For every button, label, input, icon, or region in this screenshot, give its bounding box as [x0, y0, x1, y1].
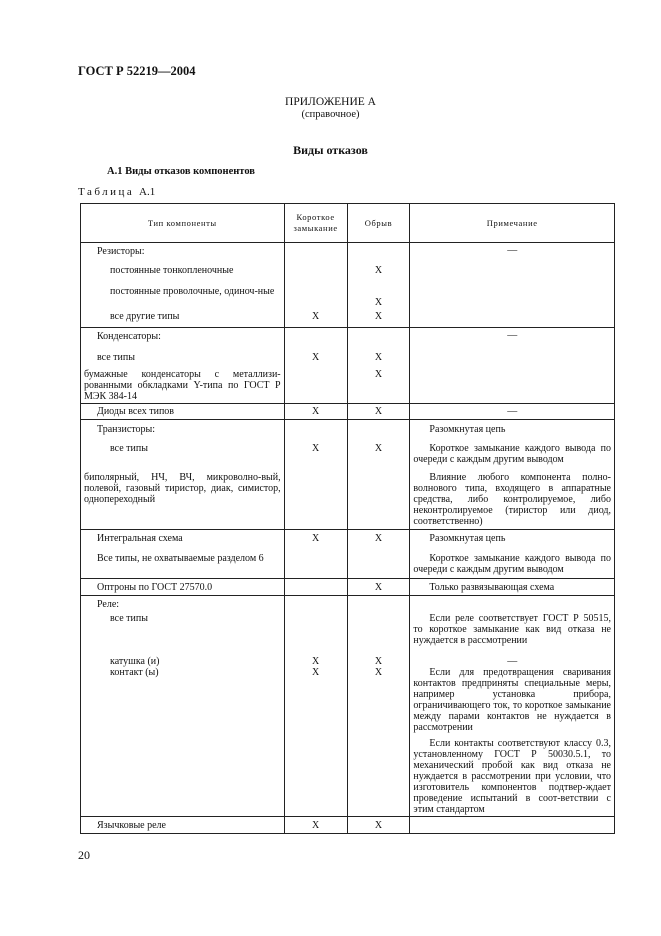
cell-type: все типы — [81, 346, 285, 365]
cell-note: Короткое замыкание каждого вывода по очереди с каждым другим выводом — [410, 437, 615, 465]
cell-open: X — [347, 667, 410, 738]
cell-type: Резисторы: — [81, 243, 285, 262]
cell-type: Все типы, не охватываемые разделом 6 — [81, 547, 285, 579]
cell-note: Если для предотвращения сваривания контактов предприняты специальные меры, например установка прибора, ограничивающего ток, то короткое замыкание между парами контактов не нуждается в рассмотрении — [410, 667, 615, 738]
cell-note: Если контакты соответствуют классу 0.3, установленному ГОСТ Р 50030.5.1, то механический пробой как вид отказа не нуждается в рассмотрении при условии, что изготовитель компонентов подтвер-ждает проведение испытаний в соот-ветствии с этим стандартом — [410, 738, 615, 817]
cell-note: — — [410, 654, 615, 667]
cell-type: Конденсаторы: — [81, 328, 285, 347]
cell-type: биполярный, НЧ, ВЧ, микроволно-вый, полевой, газовый тиристор, диак, симистор, однопереходный — [81, 465, 285, 530]
cell-note: — — [410, 404, 615, 420]
cell-open: X — [347, 579, 410, 596]
cell-short — [284, 612, 347, 654]
table-row — [81, 420, 615, 438]
cell-note — [410, 596, 615, 613]
cell-open — [347, 738, 410, 817]
cell-type: контакт (ы) — [81, 667, 285, 738]
cell-note: — — [410, 243, 615, 262]
table-row — [81, 547, 615, 579]
cell-type: все типы — [81, 437, 285, 465]
cell-type: бумажные конденсаторы с металлизи-рованными обкладками Y-типа по ГОСТ Р МЭК 384-14 — [81, 365, 285, 404]
cell-type: Интегральная схема — [81, 530, 285, 548]
table-row — [81, 465, 615, 530]
page-number: 20 — [78, 848, 90, 862]
table-caption — [78, 186, 155, 198]
table-row — [81, 261, 615, 281]
cell-short — [284, 596, 347, 613]
table-caption-word: Таблица — [78, 186, 135, 198]
cell-short — [284, 420, 347, 438]
cell-note: Если реле соответствует ГОСТ Р 50515, то короткое замыкание как вид отказа не нуждается в рассмотрении — [410, 612, 615, 654]
cell-short — [284, 738, 347, 817]
table-caption-number: А.1 — [139, 186, 156, 198]
cell-note — [410, 309, 615, 328]
table-row — [81, 612, 615, 654]
table-header-row — [81, 204, 615, 243]
cell-short — [284, 365, 347, 404]
cell-short — [284, 261, 347, 281]
cell-note — [410, 365, 615, 404]
cell-short — [284, 243, 347, 262]
cell-short — [284, 547, 347, 579]
subsection-title: А.1 Виды отказов компонентов — [107, 166, 255, 177]
table-row — [81, 243, 615, 262]
cell-short: X — [284, 667, 347, 738]
table-row — [81, 530, 615, 548]
cell-note: — — [410, 328, 615, 347]
cell-open: X — [347, 346, 410, 365]
table-row — [81, 328, 615, 347]
cell-open: X — [347, 365, 410, 404]
cell-open — [347, 420, 410, 438]
cell-note — [410, 261, 615, 281]
table-row — [81, 365, 615, 404]
failure-modes-table — [80, 203, 615, 834]
annex-type: (справочное) — [301, 109, 360, 120]
cell-type: постоянные тонкопленочные — [81, 261, 285, 281]
cell-short — [284, 281, 347, 309]
cell-open — [347, 596, 410, 613]
cell-short: X — [284, 309, 347, 328]
table-row — [81, 346, 615, 365]
cell-type: все другие типы — [81, 309, 285, 328]
cell-open: X — [347, 530, 410, 548]
table-row — [81, 667, 615, 738]
cell-note — [410, 817, 615, 834]
cell-open — [347, 328, 410, 347]
cell-open — [347, 243, 410, 262]
cell-open: X — [347, 281, 410, 309]
cell-short: X — [284, 404, 347, 420]
cell-short: X — [284, 530, 347, 548]
header-component-type: Тип компоненты — [81, 204, 285, 243]
cell-open: X — [347, 437, 410, 465]
cell-short: X — [284, 817, 347, 834]
cell-open: X — [347, 817, 410, 834]
cell-note: Разомкнутая цепь — [410, 530, 615, 548]
header-short-circuit: Короткое замыкание — [284, 204, 347, 243]
cell-note — [410, 346, 615, 365]
table-row — [81, 437, 615, 465]
cell-open: X — [347, 654, 410, 667]
table-row — [81, 281, 615, 309]
cell-type: все типы — [81, 612, 285, 654]
cell-short — [284, 465, 347, 530]
cell-open: X — [347, 404, 410, 420]
cell-short: X — [284, 346, 347, 365]
cell-type: Реле: — [81, 596, 285, 613]
annex-title: ПРИЛОЖЕНИЕ А — [285, 96, 376, 108]
cell-note: Короткое замыкание каждого вывода по очереди с каждым другим выводом — [410, 547, 615, 579]
table-row — [81, 738, 615, 817]
cell-short: X — [284, 654, 347, 667]
cell-type: постоянные проволочные, одиноч-ные — [81, 281, 285, 309]
header-note: Примечание — [410, 204, 615, 243]
cell-note — [410, 281, 615, 309]
cell-open: X — [347, 309, 410, 328]
cell-type: катушка (и) — [81, 654, 285, 667]
cell-type: Диоды всех типов — [81, 404, 285, 420]
cell-short — [284, 579, 347, 596]
cell-open: X — [347, 261, 410, 281]
header-open: Обрыв — [347, 204, 410, 243]
cell-note: Только развязывающая схема — [410, 579, 615, 596]
cell-note: Разомкнутая цепь — [410, 420, 615, 438]
cell-short — [284, 328, 347, 347]
cell-note: Влияние любого компонента полно-волнового типа, входящего в аппаратные средства, либо контролируемое, либо неконтролируемое (тиристор или диод, соответственно) — [410, 465, 615, 530]
cell-open — [347, 547, 410, 579]
table-row — [81, 309, 615, 328]
cell-open — [347, 612, 410, 654]
cell-type — [81, 738, 285, 817]
cell-open — [347, 465, 410, 530]
cell-type: Язычковые реле — [81, 817, 285, 834]
table-row — [81, 579, 615, 596]
table-row — [81, 654, 615, 667]
table-row — [81, 404, 615, 420]
table-row — [81, 817, 615, 834]
table-row — [81, 596, 615, 613]
section-title: Виды отказов — [293, 143, 368, 157]
cell-type: Оптроны по ГОСТ 27570.0 — [81, 579, 285, 596]
cell-type: Транзисторы: — [81, 420, 285, 438]
cell-short: X — [284, 437, 347, 465]
standard-header: ГОСТ Р 52219—2004 — [78, 64, 196, 78]
